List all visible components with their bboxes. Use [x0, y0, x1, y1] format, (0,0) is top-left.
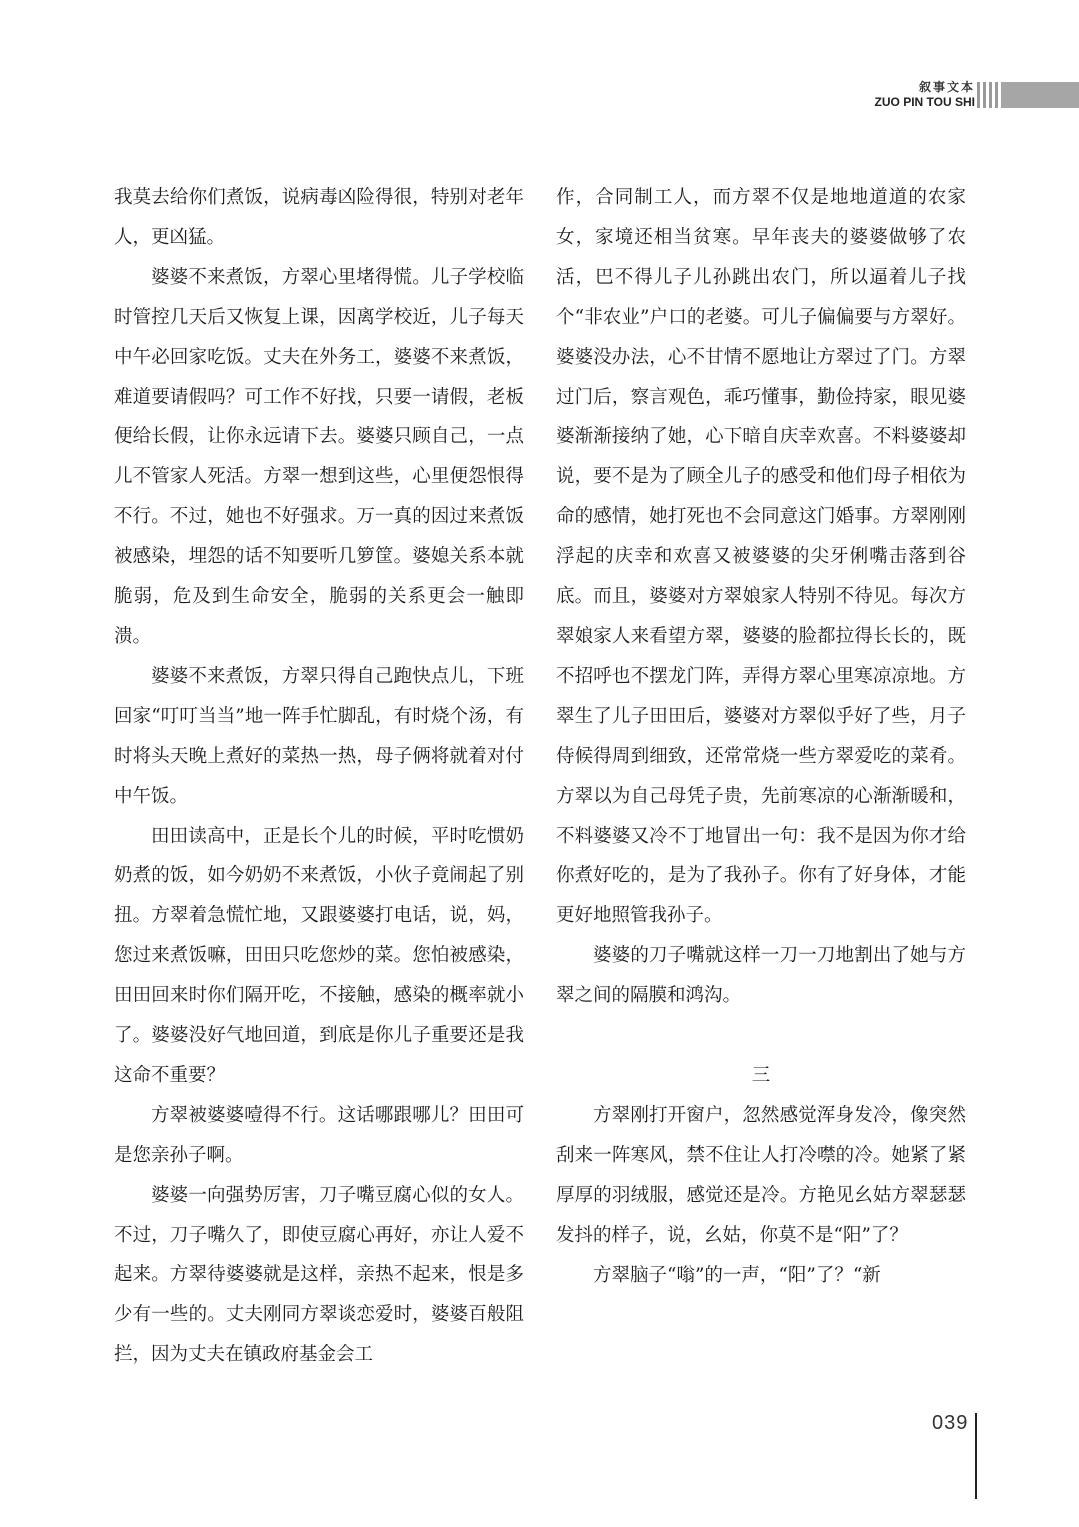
paragraph: 田田读高中，正是长个儿的时候，平时吃惯奶奶煮的饭，如今奶奶不来煮饭，小伙子竟闹起了别扭。方翠着急慌忙地，又跟婆婆打电话，说，妈，您过来煮饭嘛，田田只吃您炒的菜。您怕被感染，田田回来时你们隔开吃，不接触，感染的概率就小了。婆婆没好气地回道，到底是你儿子重要还是我这命不重要？: [114, 825, 524, 1086]
paragraph: 方翠脑子“嗡”的一声，“阳”了？“新: [593, 1264, 881, 1286]
paragraph: 方翠被婆婆噎得不行。这话哪跟哪儿？田田可是您亲孙子啊。: [114, 1104, 524, 1166]
paragraph: 婆婆不来煮饭，方翠心里堵得慌。儿子学校临时管控几天后又恢复上课，因离学校近，儿子每天中午必回家吃饭。丈夫在外务工，婆婆不来煮饭，难道要请假吗？可工作不好找，只要一请假，老板便给长假，让你永远请下去。婆婆只顾自己，一点儿不管家人死活。方翠一想到这些，心里便怨恨得不行。不过，她也不好强求。万一真的因过来煮饭被感染，埋怨的话不知要听几箩筐。婆媳关系本就脆弱，危及到生命安全，脆弱的关系更会一触即溃。: [114, 266, 524, 647]
page-number: 039: [932, 1412, 969, 1434]
section-title-cn: 叙事文本: [918, 80, 975, 94]
left-column: [114, 178, 524, 1375]
paragraph: 我莫去给你们煮饭，说病毒凶险得很，特别对老年人，更凶猛。: [114, 187, 524, 248]
paragraph: 婆婆一向强势厉害，刀子嘴豆腐心似的女人。不过，刀子嘴久了，即使豆腐心再好，亦让人爱不起来。方翠待婆婆就是这样，亲热不起来，恨是多少有一些的。丈夫刚同方翠谈恋爱时，婆婆百般阻拦，因为丈夫在镇政府基金会工: [114, 1184, 524, 1366]
paragraph: 作，合同制工人，而方翠不仅是地地道道的农家女，家境还相当贫寒。早年丧夫的婆婆做够了农活，巴不得儿子儿孙跳出农门，所以逼着儿子找个“非农业”户口的老婆。可儿子偏偏要与方翠好。婆婆没办法，心不甘情不愿地让方翠过了门。方翠过门后，察言观色，乖巧懂事，勤俭持家，眼见婆婆渐渐接纳了她，心下暗自庆幸欢喜。不料婆婆却说，要不是为了顾全儿子的感受和他们母子相依为命的感情，她打死也不会同意这门婚事。方翠刚刚浮起的庆幸和欢喜又被婆婆的尖牙俐嘴击落到谷底。而且，婆婆对方翠娘家人特别不待见。每次方翠娘家人来看望方翠，婆婆的脸都拉得长长的，既不招呼也不摆龙门阵，弄得方翠心里寒凉凉地。方翠生了儿子田田后，婆婆对方翠似乎好了些，月子侍候得周到细致，还常常烧一些方翠爱吃的菜肴。方翠以为自己母凭子贵，先前寒凉的心渐渐暖和，不料婆婆又冷不丁地冒出一句：我不是因为你才给你煮好吃的，是为了我孙子。你有了好身体，才能更好地照管我孙子。: [556, 187, 966, 927]
section-spacer: [556, 1016, 966, 1056]
paragraph: 方翠刚打开窗户，忽然感觉浑身发冷，像突然刮来一阵寒风，禁不住让人打冷噤的冷。她紧了紧厚厚的羽绒服，感觉还是冷。方艳见幺姑方翠瑟瑟发抖的样子，说，幺姑，你莫不是“阳”了？: [556, 1104, 966, 1246]
header-decorative-block: [1001, 82, 1079, 108]
section-heading: 三: [751, 1065, 771, 1087]
section-title-en: ZUO PIN TOU SHI: [874, 95, 975, 109]
header-text: [875, 80, 975, 110]
header-decorative-bars: [977, 82, 999, 108]
right-column: [556, 178, 966, 1295]
paragraph: 婆婆不来煮饭，方翠只得自己跑快点儿，下班回家“叮叮当当”地一阵手忙脚乱，有时烧个汤，有时将头天晚上煮好的菜热一热，母子俩将就着对付中午饭。: [114, 665, 524, 807]
running-header: [739, 78, 1079, 112]
paragraph: 婆婆的刀子嘴就这样一刀一刀地割出了她与方翠之间的隔膜和鸿沟。: [556, 945, 966, 1007]
page-number-rule: [975, 1413, 977, 1499]
